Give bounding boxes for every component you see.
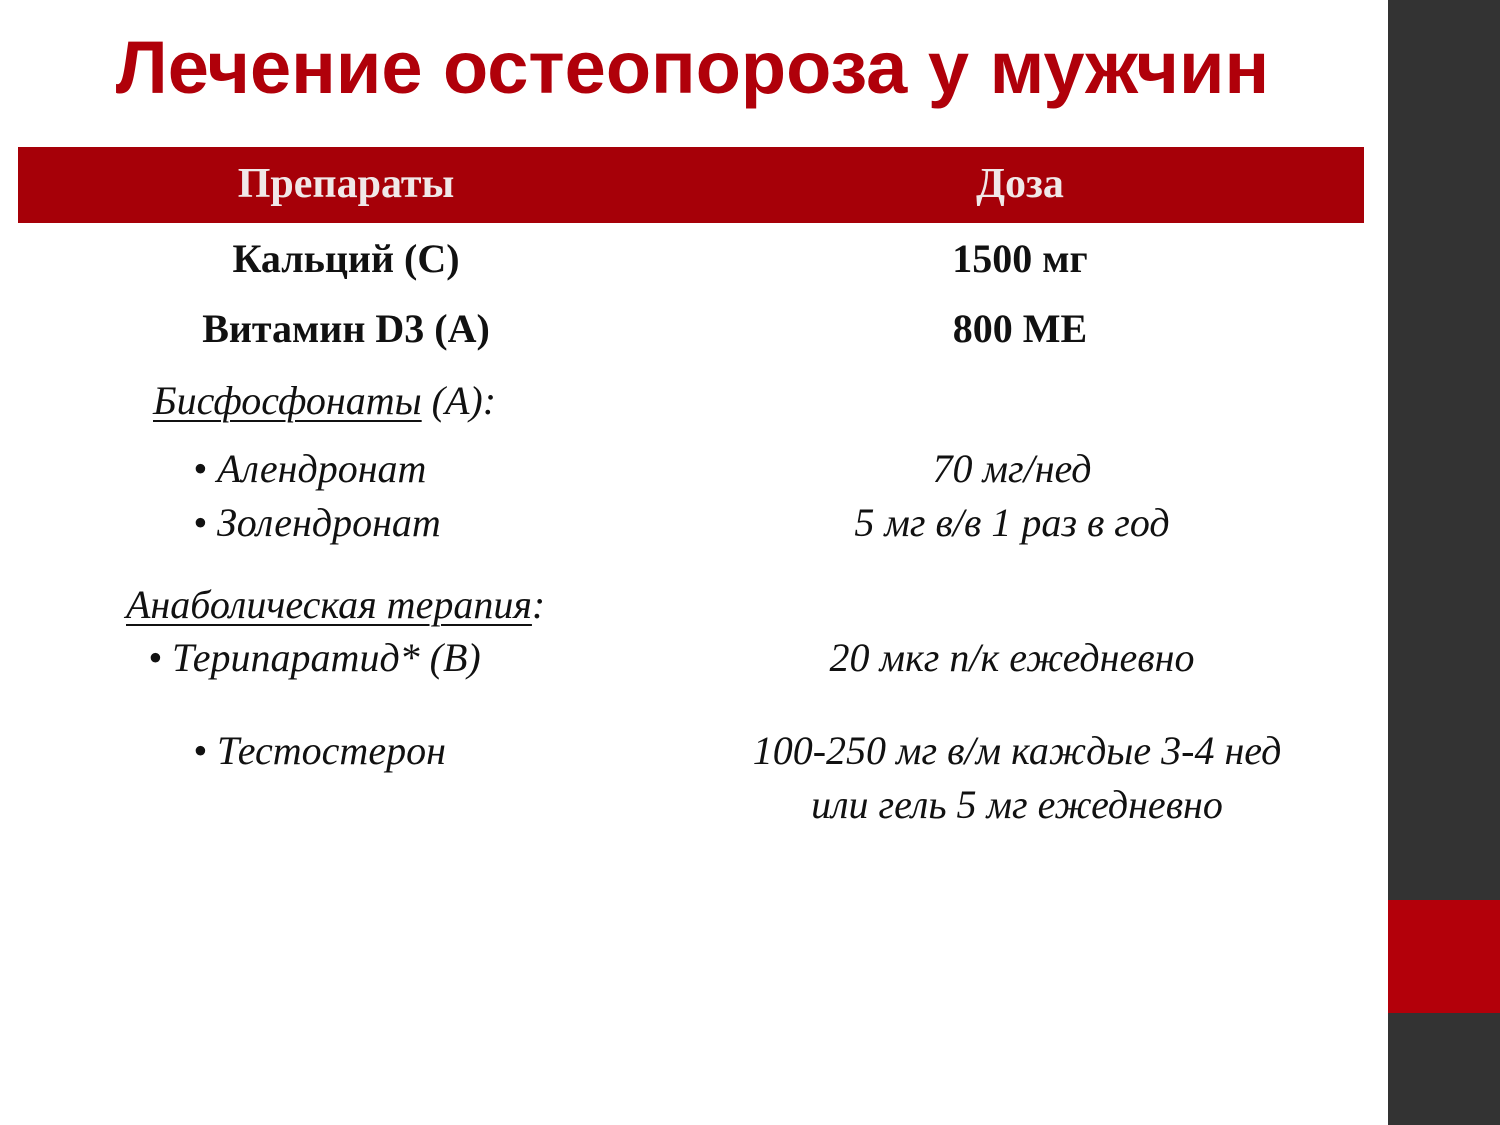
dose-testosterone-line2: или гель 5 мг ежедневно xyxy=(811,782,1223,827)
drug-vitamin-d3: Витамин D3 (А) xyxy=(202,306,490,351)
drug-calcium: Кальций (С) xyxy=(232,236,460,281)
bisphosphonates-heading-text: Бисфосфонаты xyxy=(153,378,422,423)
anabolic-heading xyxy=(126,578,545,632)
drug-teriparatide: • Терипаратид* (В) xyxy=(148,635,481,680)
table-header xyxy=(18,147,1364,223)
dose-alendronate: 70 мг/нед xyxy=(932,446,1092,491)
drug-alendronate: • Алендронат xyxy=(193,446,427,491)
dose-teriparatide: 20 мкг п/к ежедневно xyxy=(829,635,1195,680)
slide-title: Лечение остеопороза у мужчин xyxy=(115,26,1270,109)
bisphosphonates-heading-suffix: (А): xyxy=(421,378,497,423)
dose-calcium: 1500 мг xyxy=(952,236,1088,281)
bisphosphonates-heading xyxy=(153,374,496,428)
header-drugs: Препараты xyxy=(237,161,455,207)
dose-vitamin-d3: 800 МЕ xyxy=(952,306,1088,351)
dose-testosterone-line1: 100-250 мг в/м каждые 3-4 нед xyxy=(752,728,1282,773)
drug-zoledronate: • Золендронат xyxy=(193,500,441,545)
anabolic-heading-suffix: : xyxy=(531,582,546,627)
header-dose: Доза xyxy=(976,161,1064,207)
dose-zoledronate: 5 мг в/в 1 раз в год xyxy=(854,500,1170,545)
anabolic-heading-text: Анаболическая терапия xyxy=(126,582,532,627)
sidebar-accent-block xyxy=(1388,900,1500,1013)
drug-testosterone: • Тестостерон xyxy=(193,728,446,773)
